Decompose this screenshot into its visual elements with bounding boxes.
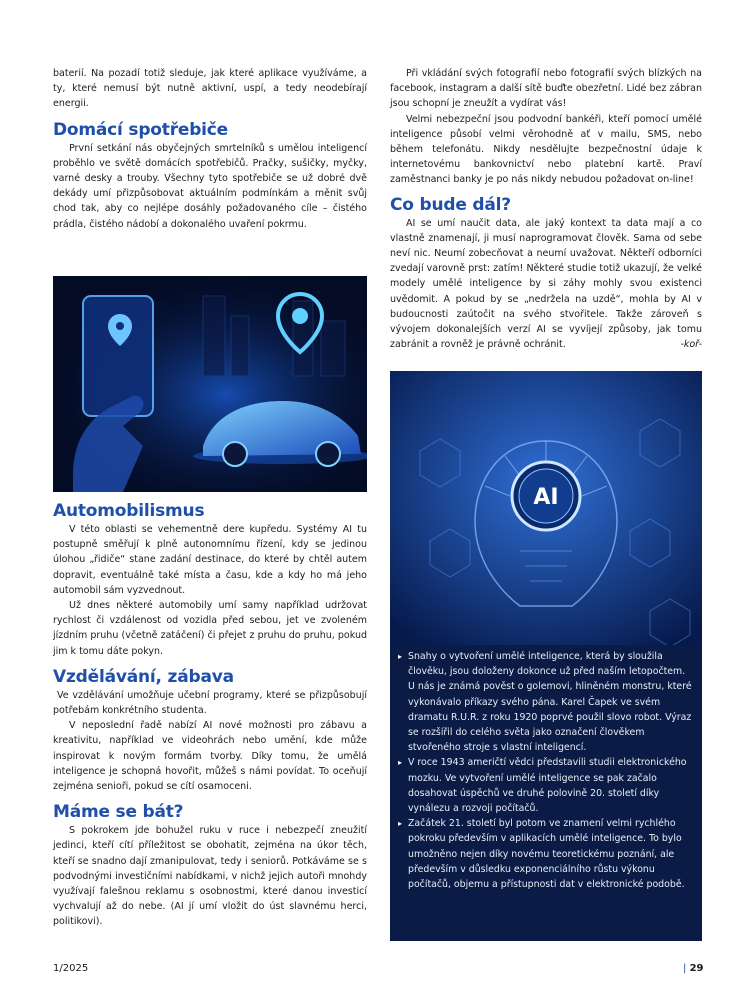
heading-automobilism: Automobilismus: [53, 501, 205, 521]
auto-paragraph-1: V této oblasti se vehementně dere kupředu. Systémy AI tu postupně směřují k plně autonomnímu řízení, kdy se jedinou úlohou „řidiče“ stane zadání destinace, do které by chtěl autem dopravit, eventuálně také místa a času, kde a kdy ho má jeho automobil sám vyzvednout.: [53, 524, 367, 596]
history-list: [390, 645, 702, 892]
right-column-top: [390, 66, 702, 352]
ai-badge-text: AI: [533, 485, 559, 510]
list-item: ▸ Snahy o vytvoření umělé inteligence, která by sloužila člověku, jsou doloženy dokonce už před naším letopočtem. U nás je známá pověst o golemovi, hliněném monstru, které vykonávalo příkazy svého pána. Karel Čapek ve svém dramatu R.U.R. z roku 1920 poprvé použil slovo robot. Výraz se rozšířil do celého světa jako označení člověkem stvořeného stroje s vlastní inteligencí.: [398, 651, 692, 754]
heading-appliances: Domácí spotřebiče: [53, 119, 229, 140]
ai-head-illustration: [390, 371, 702, 651]
triangle-bullet-icon: ▸: [398, 819, 403, 829]
education-paragraph-2: V neposlední řadě nabízí AI nové možnosti pro zábavu a kreativitu, například ve videohrách nebo umění, kde může inspirovat k novým formám tvorby. Díky tomu, že umělá inteligence je schopná hovořit, můžeš s námi povídat. To oceňují zejména senioři, pokud se cítí osamoceni.: [53, 720, 367, 793]
fear-paragraph: S pokrokem jde bohužel ruku v ruce i nebezpečí zneužití jedinci, kteří cítí příležitost se obohatit, zejména na úkor těch, kteří se snadno dají zmanipulovat, tedy i seniorů. Potkáváme se s podvodnými investičními nabídkami, v nichž jejich autoři mnohdy využívají falešnou reklamu s osobnostmi, které danou investicí vychvalují až do nebe. (AI jí umí vložit do úst slavnému herci, politikovi).: [53, 825, 367, 928]
smart-car-image: [53, 276, 367, 492]
appliances-paragraph: První setkání nás obyčejných smrtelníků s umělou inteligencí proběhlo ve světě domácích spotřebičů. Pračky, sušičky, myčky, varné desky a trouby. Všechny tyto spotřebiče se už dobré dvě dekády umí přizpůsobovat aktuálním podmínkám a měnit svůj chod tak, aby co nejlépe dosáhly požadovaného cíle – čistého prádla, čistého nádobí a dokonalého uvaření pokrmu.: [53, 142, 367, 230]
page-separator: |: [683, 963, 687, 974]
list-item: ▸ Začátek 21. století byl potom ve znamení velmi rychlého pokroku především v aplikacích umělé inteligence. To bylo umožněno nejen díky novému teoretickému poznání, ale především v důsledku exponenciálního růstu výkonu počítačů, objemu a přístupnosti dat v elektronické podobě.: [398, 818, 685, 891]
issue-number: 1/2025: [53, 963, 89, 974]
ai-head-image: [390, 371, 702, 651]
right-paragraph-2: Velmi nebezpeční jsou podvodní bankéři, kteří pomocí umělé inteligence působí velmi věrohodně ať v mailu, SMS, nebo během telefonátu. Nikdy nesdělujte bezpečnostní údaje k internetovému bankovnictví nebo platební kartě. Praví zaměstnanci banky je po nás nikdy nebudou požadovat on-line!: [390, 113, 702, 186]
triangle-bullet-icon: ▸: [398, 652, 403, 661]
heading-education: Vzdělávání, zábava: [53, 666, 234, 687]
triangle-bullet-icon: ▸: [398, 758, 403, 768]
heading-future: Co bude dál?: [390, 194, 511, 215]
auto-paragraph-2: Už dnes některé automobily umí samy například udržovat rychlost či vzdálenost od vozidla před sebou, jet ve zvoleném jízdním pruhu (včetně zatáčení) či přejet z pruhu do pruhu, pokud jim k tomu dáte pokyn.: [53, 600, 367, 657]
author-signature: -koř-: [680, 339, 702, 351]
heading-fear: Máme se bát?: [53, 802, 184, 823]
history-sidebar: [390, 645, 702, 941]
list-item: ▸ V roce 1943 američtí vědci představili studii elektronického mozku. Ve vytvoření umělé inteligence se pak začalo dosahovat úspěchů ve druhé polovině 20. století díky vynálezu a rozvoji počítačů.: [398, 757, 687, 815]
future-text: AI se umí naučit data, ale jaký kontext ta data mají a co vlastně znamenají, ji musí naprogramovat člověk. Sama od sebe neví nic. Neumí zobecňovat a neumí uvažovat. Někteří odborníci zvedají varovně prst: zatím! Některé studie totiž ukazují, že velké modely umělé inteligence by si záhy mohly svou existenci uvědomit. A pokud by se „nedržela na uzdě“, mohla by AI v budoucnosti zaútočit na svého stvořitele. Takže zároveň s vývojem dokonalejších verzí AI se vyvíjejí způsoby, jak tomu zabránit a rovněž je právně ochránit.: [390, 217, 702, 351]
left-column-bottom: [53, 500, 367, 930]
education-paragraph-1: Ve vzdělávání umožňuje učební programy, které se přizpůsobují potřebám konkrétního studenta.: [53, 689, 367, 717]
future-paragraph: [390, 216, 702, 353]
page-number-group: [683, 963, 703, 974]
page-number: 29: [689, 963, 704, 974]
left-column-top: [53, 66, 367, 232]
smart-car-illustration: [53, 276, 367, 492]
right-paragraph-1: Při vkládání svých fotografií nebo fotografií svých blízkých na facebook, instagram a další sítě buďte obezřetní. Lidé bez zábran jsou schopní je zneužít a vydírat vás!: [390, 68, 702, 110]
intro-paragraph: baterií. Na pozadí totiž sleduje, jak které aplikace využíváme, a ty, které nemusí být nutně aktivní, uspí, a tedy neodebírají energii.: [53, 68, 367, 110]
